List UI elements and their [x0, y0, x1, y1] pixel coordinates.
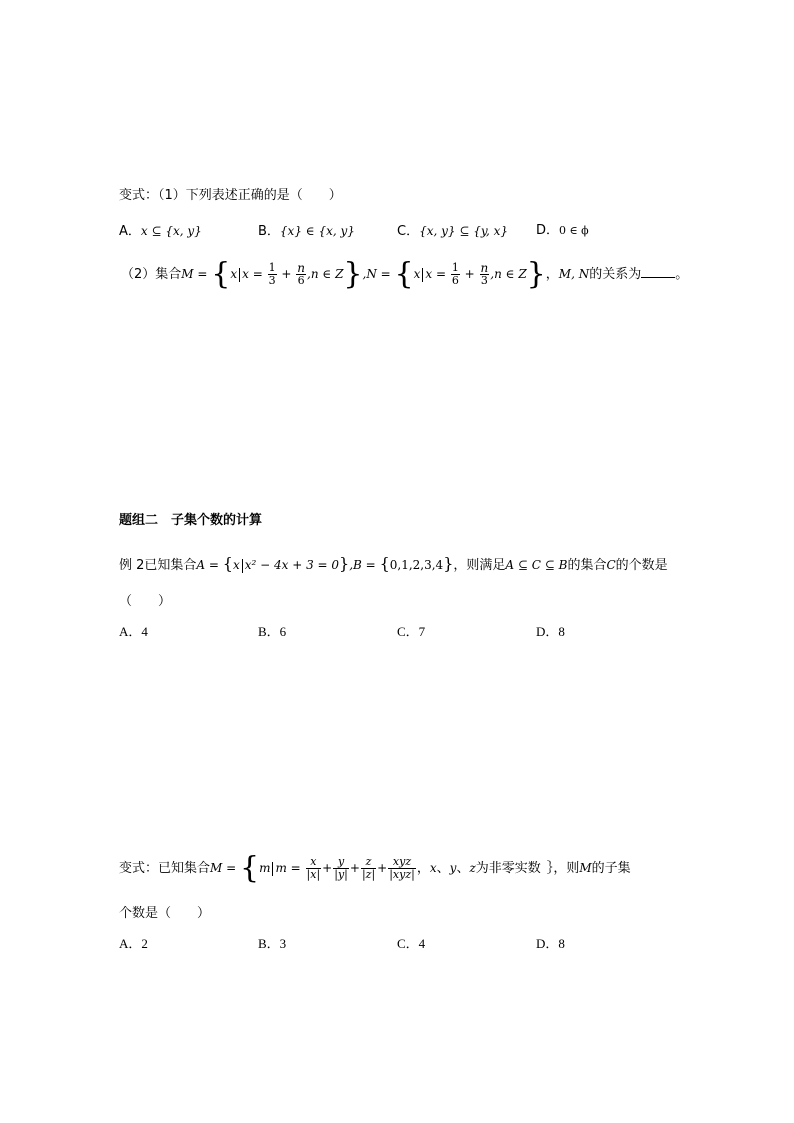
fraction — [451, 262, 460, 287]
set-var: m — [259, 861, 271, 875]
option-label: C． — [397, 624, 419, 639]
frac-den: 6 — [451, 274, 459, 287]
set-bar — [422, 268, 423, 282]
fraction — [333, 856, 349, 881]
frac-num: 1 — [451, 261, 459, 274]
set-bar — [242, 559, 243, 573]
ex2-b: ,B = — [349, 558, 380, 572]
set-var: x — [230, 267, 238, 281]
left-brace: { — [222, 554, 233, 573]
plus: + — [322, 861, 333, 875]
option-label: B． — [258, 224, 280, 239]
option-label: D． — [536, 624, 559, 639]
v2-m-name: M = — [210, 861, 240, 875]
frac-num: n — [480, 261, 489, 275]
option-label: D． — [536, 936, 559, 951]
v2-tail2: 的子集 — [591, 861, 631, 876]
cond-y: y — [449, 861, 457, 875]
frac-den: |xyz| — [389, 868, 415, 881]
plus: + — [349, 861, 360, 875]
ex2-a: A = — [196, 558, 223, 572]
q2-mn: M, N — [558, 267, 590, 281]
option-label: C． — [397, 936, 419, 951]
right-brace: } — [526, 256, 546, 292]
frac-num: xyz — [388, 856, 416, 869]
set-bar — [239, 268, 240, 282]
variant-1-question-2 — [121, 256, 689, 292]
right-brace: } — [443, 554, 454, 573]
q2-comma: ， — [545, 267, 559, 282]
option-value: 2 — [141, 936, 148, 951]
q2-set-m-name: M = — [181, 267, 212, 281]
set-tail: ,n ∈ Z — [307, 267, 344, 281]
frac-num: x — [306, 856, 322, 869]
example-2-option-a — [119, 622, 148, 642]
example-2-option-c — [397, 622, 425, 642]
variant-2-option-c — [397, 934, 425, 954]
set-cond: x² − 4x + 3 = 0 — [244, 558, 340, 572]
ex2-prefix: 例 2已知集合 — [119, 558, 197, 573]
right-brace: } — [343, 256, 363, 292]
option-value: 8 — [558, 936, 565, 951]
fraction — [306, 856, 322, 881]
set-eq: m = — [275, 861, 305, 875]
variant-2-question — [119, 850, 631, 886]
cond-z: z — [469, 861, 476, 875]
frac-num: z — [361, 856, 376, 869]
left-brace: { — [211, 256, 231, 292]
option-label: B． — [258, 936, 280, 951]
set-tail: ,n ∈ Z — [490, 267, 527, 281]
right-brace: ｝ — [546, 861, 554, 876]
option-value: 4 — [418, 936, 426, 951]
option-label: C． — [397, 224, 420, 239]
option-label: D． — [536, 223, 560, 238]
ex2-mid: ，则满足 — [453, 558, 506, 573]
fraction — [296, 262, 306, 287]
variant-1-option-d — [536, 221, 589, 241]
example-2-option-d — [536, 622, 565, 642]
cond-sep: ， — [416, 861, 430, 876]
frac-den: 3 — [480, 274, 488, 287]
frac-num: n — [297, 261, 306, 275]
option-value: 4 — [141, 624, 148, 639]
cond-dot: 、 — [456, 861, 470, 876]
v2-tail-m: M — [579, 861, 592, 875]
variant-1-option-a — [119, 221, 202, 242]
ex2-c: C — [606, 558, 616, 572]
option-expr: {x, y} ⊆ {y, x} — [419, 224, 509, 238]
option-value: 7 — [418, 624, 426, 639]
v2-prefix: 变式：已知集合 — [119, 861, 211, 876]
example-2-question — [119, 554, 668, 576]
frac-den: |y| — [334, 868, 348, 881]
option-label: A． — [119, 936, 142, 951]
frac-den: |x| — [306, 868, 321, 881]
example-2-paren: （ ） — [119, 594, 172, 609]
option-value: 6 — [279, 624, 287, 639]
plus: + — [460, 267, 479, 281]
set-b-elements: 0,1,2,3,4 — [389, 558, 444, 572]
variant-1-option-b — [258, 221, 355, 242]
plus: + — [277, 267, 296, 281]
ex2-mid2: 的集合 — [567, 558, 607, 573]
set-var: x — [413, 267, 421, 281]
variant-1-option-c — [397, 221, 508, 242]
option-label: A． — [119, 224, 141, 239]
left-brace: { — [240, 850, 260, 886]
set-var: x — [232, 558, 240, 572]
plus: + — [377, 861, 388, 875]
q2-set-n-name: ,N = — [362, 267, 395, 281]
option-expr: {x} ∈ {x, y} — [279, 224, 355, 238]
option-label: A． — [119, 624, 142, 639]
left-brace: { — [394, 256, 414, 292]
group-2-heading: 题组二 子集个数的计算 — [119, 513, 263, 528]
frac-num: y — [333, 856, 349, 869]
fraction — [388, 856, 416, 881]
cond-x: x — [429, 861, 437, 875]
cond-dot: 、 — [436, 861, 450, 876]
frac-den: |z| — [361, 868, 376, 881]
set-eq: x = — [242, 267, 267, 281]
q2-suffix: 的关系为 — [589, 267, 642, 282]
set-eq: x = — [425, 267, 450, 281]
set-bar — [272, 862, 273, 876]
option-value: 3 — [279, 936, 287, 951]
option-value: 8 — [558, 624, 565, 639]
cond-text: 为非零实数 — [475, 861, 541, 876]
variant-2-question-line-2: 个数是（ ） — [119, 906, 211, 921]
frac-num: 1 — [268, 261, 276, 274]
v2-tail1: ，则 — [553, 861, 580, 876]
q2-end: 。 — [675, 267, 689, 282]
variant-2-option-d — [536, 934, 565, 954]
option-expr: 0 ∈ ϕ — [559, 224, 589, 237]
fraction — [268, 262, 277, 287]
variant-2-option-b — [258, 934, 286, 954]
left-brace: { — [379, 554, 390, 573]
answer-blank[interactable] — [641, 265, 675, 278]
q2-prefix: （2）集合 — [121, 267, 182, 282]
frac-den: 3 — [268, 274, 276, 287]
option-label: B． — [258, 624, 280, 639]
fraction — [480, 262, 490, 287]
frac-den: 6 — [297, 274, 305, 287]
variant-1-question: 变式：（1）下列表述正确的是（ ） — [119, 188, 342, 203]
fraction — [361, 856, 376, 881]
ex2-relation: A ⊆ C ⊆ B — [505, 558, 568, 572]
ex2-suffix: 的个数是 — [615, 558, 668, 573]
variant-2-option-a — [119, 934, 148, 954]
example-2-option-b — [258, 622, 286, 642]
right-brace: } — [339, 554, 350, 573]
option-expr: x ⊆ {x, y} — [140, 224, 202, 238]
